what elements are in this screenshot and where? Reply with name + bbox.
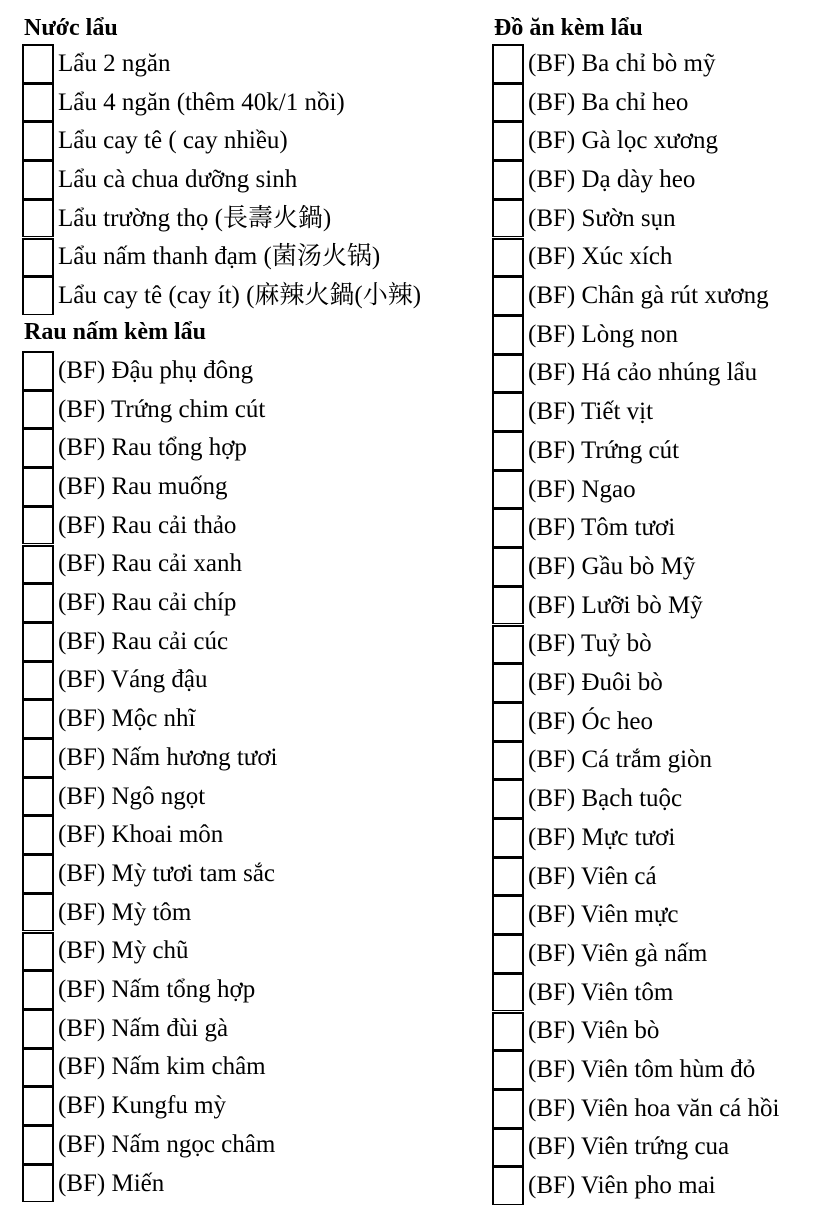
checkbox[interactable] (492, 1166, 524, 1205)
item-label: (BF) Lưỡi bò Mỹ (528, 591, 703, 619)
checkbox[interactable] (22, 893, 54, 932)
checkbox[interactable] (492, 121, 524, 160)
checkbox[interactable] (22, 970, 54, 1009)
checklist-item (492, 818, 675, 857)
checkbox[interactable] (22, 467, 54, 506)
item-label: Lẩu cay tê (cay ít) (麻辣火鍋(小辣) (58, 282, 422, 310)
checkbox[interactable] (22, 390, 54, 429)
item-label: (BF) Viên tôm (528, 978, 674, 1006)
checklist-item (492, 508, 675, 547)
checklist-item (492, 547, 695, 586)
checklist-item (22, 238, 380, 277)
checklist-item (22, 970, 255, 1009)
item-label: (BF) Há cảo nhúng lẩu (528, 359, 758, 387)
checklist-item (22, 738, 278, 777)
checkbox[interactable] (492, 625, 524, 664)
checklist-item (22, 622, 228, 661)
checklist-item (492, 44, 716, 83)
checklist-item (22, 661, 208, 700)
item-label: Lẩu 4 ngăn (thêm 40k/1 nồi) (58, 88, 345, 116)
checklist-item (492, 586, 703, 625)
checkbox[interactable] (22, 83, 54, 122)
item-label: (BF) Chân gà rút xương (528, 282, 769, 310)
checkbox[interactable] (492, 470, 524, 509)
checkbox[interactable] (492, 44, 524, 83)
checkbox[interactable] (22, 1086, 54, 1125)
item-label: (BF) Lòng non (528, 320, 678, 348)
item-label: (BF) Viên mực (528, 901, 679, 929)
checklist-item (492, 1012, 659, 1051)
item-label: (BF) Rau cải cúc (58, 627, 229, 655)
item-label: (BF) Ba chỉ bò mỹ (528, 49, 716, 77)
checkbox[interactable] (492, 83, 524, 122)
item-label: (BF) Đuôi bò (528, 669, 663, 697)
checklist-item (492, 392, 653, 431)
checkbox[interactable] (492, 857, 524, 896)
checklist-item (22, 390, 265, 429)
item-label: (BF) Rau cải xanh (58, 550, 242, 578)
checkbox[interactable] (22, 199, 54, 238)
checkbox[interactable] (492, 895, 524, 934)
checkbox[interactable] (22, 699, 54, 738)
checkbox[interactable] (492, 934, 524, 973)
item-label: (BF) Ngô ngọt (58, 782, 206, 810)
checklist-item (22, 854, 275, 893)
checklist-item (492, 315, 678, 354)
item-label: (BF) Trứng chim cút (58, 395, 266, 423)
item-label: (BF) Váng đậu (58, 666, 208, 694)
checklist-item (492, 895, 678, 934)
item-label: (BF) Tôm tươi (528, 514, 676, 542)
checkbox[interactable] (22, 238, 54, 277)
item-label: (BF) Viên cá (528, 862, 657, 890)
item-label: Lẩu cay tê ( cay nhiều) (58, 127, 288, 155)
item-label: (BF) Viên hoa văn cá hồi (528, 1094, 780, 1122)
checklist-item (22, 932, 189, 971)
section-heading-nuoc-lau: Nước lẩu (24, 15, 118, 41)
item-label: (BF) Đậu phụ đông (58, 356, 254, 384)
item-label: (BF) Mỳ chũ (58, 937, 189, 965)
item-label: (BF) Mỳ tôm (58, 898, 192, 926)
checklist-item (22, 545, 242, 584)
checkbox[interactable] (22, 854, 54, 893)
checklist-item (22, 815, 223, 854)
checklist-item (22, 199, 331, 238)
checkbox[interactable] (492, 1128, 524, 1167)
checklist-item (492, 1050, 755, 1089)
checkbox[interactable] (22, 1048, 54, 1087)
checklist-item (492, 973, 673, 1012)
checkbox[interactable] (492, 779, 524, 818)
checkbox[interactable] (492, 1012, 524, 1051)
checkbox[interactable] (492, 547, 524, 586)
checkbox[interactable] (22, 583, 54, 622)
checklist-item (492, 276, 769, 315)
checkbox[interactable] (492, 276, 524, 315)
checkbox[interactable] (492, 663, 524, 702)
item-label: (BF) Nấm hương tươi (58, 743, 278, 771)
item-label: (BF) Viên tôm hùm đỏ (528, 1056, 756, 1084)
item-label: (BF) Nấm đùi gà (58, 1014, 229, 1042)
checklist-item (22, 699, 196, 738)
checkbox[interactable] (492, 199, 524, 238)
checkbox[interactable] (492, 354, 524, 393)
item-label: (BF) Viên pho mai (528, 1172, 716, 1200)
item-label: (BF) Mỳ tươi tam sắc (58, 859, 276, 887)
checkbox[interactable] (492, 508, 524, 547)
checkbox[interactable] (22, 738, 54, 777)
checkbox[interactable] (492, 818, 524, 857)
item-label: (BF) Trứng cút (528, 436, 680, 464)
checkbox[interactable] (492, 431, 524, 470)
checklist-item (492, 160, 695, 199)
item-label: (BF) Óc heo (528, 707, 653, 735)
checkbox[interactable] (492, 1050, 524, 1089)
item-label: Lẩu cà chua dưỡng sinh (58, 165, 298, 193)
checklist-item (492, 1128, 729, 1167)
checklist-item (22, 428, 247, 467)
checklist-item (22, 160, 297, 199)
item-label: (BF) Rau cải chíp (58, 589, 237, 617)
checkbox[interactable] (22, 160, 54, 199)
item-label: (BF) Nấm kim châm (58, 1053, 266, 1081)
checkbox[interactable] (22, 44, 54, 83)
checklist-item (22, 1009, 228, 1048)
item-label: (BF) Rau tổng hợp (58, 434, 247, 462)
checklist-item (22, 1125, 275, 1164)
item-label: (BF) Viên trứng cua (528, 1133, 730, 1161)
item-label: (BF) Mộc nhĩ (58, 705, 196, 733)
item-label: Lẩu trường thọ (長壽火鍋) (58, 204, 332, 232)
checkbox[interactable] (492, 702, 524, 741)
item-label: (BF) Dạ dày heo (528, 165, 696, 193)
item-label: (BF) Miến (58, 1169, 165, 1197)
checklist-item (492, 663, 663, 702)
checkbox[interactable] (22, 506, 54, 545)
checklist-item (492, 83, 688, 122)
checklist-item (22, 276, 421, 315)
item-label: (BF) Tuỷ bò (528, 630, 652, 658)
checklist-item (492, 470, 636, 509)
checklist-item (22, 893, 191, 932)
item-label: (BF) Kungfu mỳ (58, 1092, 227, 1120)
checklist-item (22, 1086, 226, 1125)
checklist-item (22, 83, 345, 122)
item-label: (BF) Viên bò (528, 1017, 660, 1045)
checkbox[interactable] (22, 777, 54, 816)
checkbox[interactable] (22, 276, 54, 315)
checkbox[interactable] (492, 1089, 524, 1128)
item-label: (BF) Viên gà nấm (528, 939, 708, 967)
checklist-item (22, 777, 205, 816)
checklist-item (492, 354, 757, 393)
checklist-item (22, 506, 236, 545)
checklist-item (492, 702, 653, 741)
checkbox[interactable] (492, 973, 524, 1012)
checkbox[interactable] (22, 428, 54, 467)
checkbox[interactable] (22, 1125, 54, 1164)
item-label: (BF) Khoai môn (58, 821, 224, 849)
checkbox[interactable] (22, 932, 54, 971)
checklist-item (492, 625, 652, 664)
checklist-item (492, 1166, 716, 1205)
item-label: (BF) Ngao (528, 475, 636, 503)
item-label: (BF) Bạch tuộc (528, 785, 683, 813)
item-label: Lẩu nấm thanh đạm (菌汤火锅) (58, 243, 381, 271)
checklist-item (492, 779, 682, 818)
checklist-item (492, 1089, 779, 1128)
checklist-item (22, 1048, 266, 1087)
checklist-item (492, 199, 676, 238)
checklist-item (22, 351, 253, 390)
item-label: (BF) Cá trắm giòn (528, 746, 713, 774)
checkbox[interactable] (492, 392, 524, 431)
checkbox[interactable] (492, 315, 524, 354)
checklist-item (492, 431, 679, 470)
item-label: (BF) Nấm ngọc châm (58, 1130, 276, 1158)
checkbox[interactable] (22, 815, 54, 854)
checkbox[interactable] (22, 351, 54, 390)
checkbox[interactable] (22, 121, 54, 160)
checkbox[interactable] (22, 661, 54, 700)
section-heading-rau-nam: Rau nấm kèm lẩu (24, 319, 207, 345)
checkbox[interactable] (22, 545, 54, 584)
item-label: (BF) Gầu bò Mỹ (528, 552, 696, 580)
item-label: (BF) Rau cải thảo (58, 511, 237, 539)
checklist-item (22, 467, 227, 506)
checkbox[interactable] (492, 160, 524, 199)
item-label: (BF) Xúc xích (528, 243, 673, 271)
checkbox[interactable] (22, 1164, 54, 1203)
item-label: (BF) Sườn sụn (528, 204, 676, 232)
item-label: (BF) Gà lọc xương (528, 127, 718, 155)
checklist-item (22, 121, 288, 160)
checkbox[interactable] (492, 238, 524, 277)
item-label: (BF) Mực tươi (528, 823, 676, 851)
checklist-item (22, 1164, 164, 1203)
checkbox[interactable] (22, 1009, 54, 1048)
item-label: (BF) Nấm tổng hợp (58, 976, 256, 1004)
item-label: Lẩu 2 ngăn (58, 49, 171, 77)
checkbox[interactable] (22, 622, 54, 661)
item-label: (BF) Tiết vịt (528, 398, 654, 426)
section-heading-do-an: Đồ ăn kèm lẩu (494, 15, 643, 41)
checklist-item (492, 121, 718, 160)
item-label: (BF) Rau muống (58, 472, 228, 500)
checklist-item (492, 741, 712, 780)
checklist-item (492, 934, 707, 973)
checklist-item (22, 44, 170, 83)
checklist-item (492, 238, 672, 277)
checklist-item (22, 583, 236, 622)
checkbox[interactable] (492, 586, 524, 625)
item-label: (BF) Ba chỉ heo (528, 88, 689, 116)
checklist-item (492, 857, 657, 896)
checkbox[interactable] (492, 741, 524, 780)
